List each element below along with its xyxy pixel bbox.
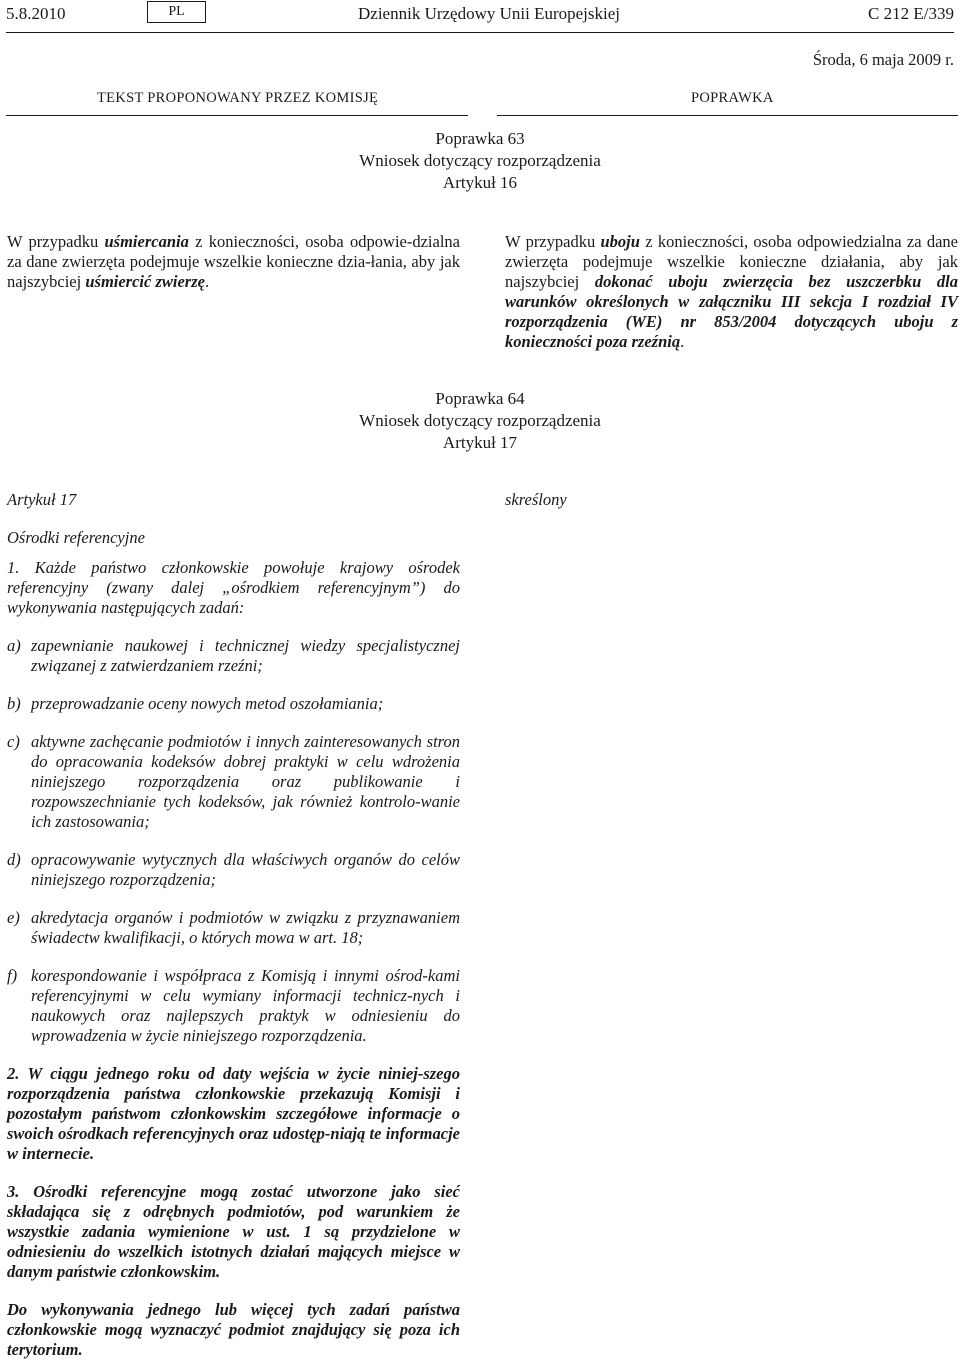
paragraph-1: 1. Każde państwo członkowskie powołuje krajowy ośrodek referencyjny (zwany dalej „ośrodkiem referencyjnym”) do wykonywania następujących zadań: — [7, 558, 460, 617]
article-17-label: Artykuł 17 — [7, 490, 77, 509]
amendment-63-amended-text: W przypadku uboju z konieczności, osoba odpowiedzialna za dane zwierzęta podejmuje wszelkie konieczne działania, aby jak najszybciej dokonać uboju zwierzęcia bez uszczerbku dla warunków określonych w załączniku III sekcja I rozdział IV rozporządzenia (WE) nr 853/2004 dotyczących uboju z konieczności poza rzeźnią. — [505, 232, 959, 351]
journal-title: Dziennik Urzędowy Unii Europejskiej — [358, 4, 621, 23]
list-item: f) korespondowanie i współpraca z Komisją i innymi ośrod-kami referencyjnymi w celu wymiany informacji technicz-nych i naukowych oraz najlepszych praktyk w odniesieniu do wprowadzenia w życie niniejszego rozporządzenia. — [7, 966, 460, 1045]
deleted-marker: skreślony — [505, 490, 567, 509]
header-date: 5.8.2010 — [6, 4, 66, 23]
left-column-rule — [6, 115, 468, 116]
list-item: a) zapewnianie naukowej i technicznej wiedzy specjalistycznej związanej z zatwierdzaniem rzeźni; — [7, 636, 460, 675]
language-badge: PL — [147, 1, 206, 23]
amendment-64-title: Poprawka 64 — [435, 389, 525, 408]
header-rule — [6, 32, 954, 33]
right-column-rule — [497, 115, 958, 116]
journal-reference: C 212 E/339 — [868, 4, 954, 23]
paragraph-4: Do wykonywania jednego lub więcej tych zadań państwa członkowskie mogą wyznaczyć podmiot znajdujący się poza ich terytorium. — [7, 1300, 460, 1359]
paragraph-2: 2. W ciągu jednego roku od daty wejścia w życie niniej-szego rozporządzenia państwa członkowskie przekazują Komisji i pozostałym państwom członkowskim szczegółowe informacje o swoich ośrodkach referencyjnych oraz udostęp-niają te informacje w internecie. — [7, 1064, 460, 1163]
commission-text-heading: TEKST PROPONOWANY PRZEZ KOMISJĘ — [97, 90, 379, 106]
list-item: d) opracowywanie wytycznych dla właściwych organów do celów niniejszego rozporządzenia; — [7, 850, 460, 889]
amendment-63-subtitle: Wniosek dotyczący rozporządzenia — [359, 151, 601, 170]
amendment-heading: POPRAWKA — [691, 90, 774, 106]
amendment-63-original-text: W przypadku uśmiercania z konieczności, osoba odpowie-dzialna za dane zwierzęta podejmuje wszelkie konieczne dzia-łania, aby jak najszybciej uśmiercić zwierzę. — [7, 232, 460, 291]
page-header — [6, 0, 954, 32]
sitting-date: Środa, 6 maja 2009 r. — [812, 50, 954, 69]
amendment-63-article: Artykuł 16 — [442, 173, 518, 192]
list-item: c) aktywne zachęcanie podmiotów i innych zainteresowanych stron do opracowania kodeksów dobrej praktyki w celu wdrożenia niniejszego rozporządzenia oraz publikowanie i rozpowszechnianie tych kodeksów, jak również kontrolo-wanie ich zastosowania; — [7, 732, 460, 831]
list-item: b) przeprowadzanie oceny nowych metod oszołamiania; — [7, 694, 384, 713]
amendment-64-article: Artykuł 17 — [442, 433, 518, 452]
amendment-64-original-text — [7, 490, 460, 1360]
article-17-heading: Ośrodki referencyjne — [7, 528, 145, 547]
amendment-64-subtitle: Wniosek dotyczący rozporządzenia — [359, 411, 601, 430]
list-item: e) akredytacja organów i podmiotów w związku z przyznawaniem świadectw kwalifikacji, o których mowa w art. 18; — [7, 908, 460, 947]
paragraph-3: 3. Ośrodki referencyjne mogą zostać utworzone jako sieć składająca się z odrębnych podmiotów, pod warunkiem że wszystkie zadania wymienione w ust. 1 są przydzielone w odniesieniu do wszelkich istotnych działań mających miejsce w danym państwie członkowskim. — [7, 1182, 460, 1281]
amendment-63-title: Poprawka 63 — [435, 129, 525, 148]
